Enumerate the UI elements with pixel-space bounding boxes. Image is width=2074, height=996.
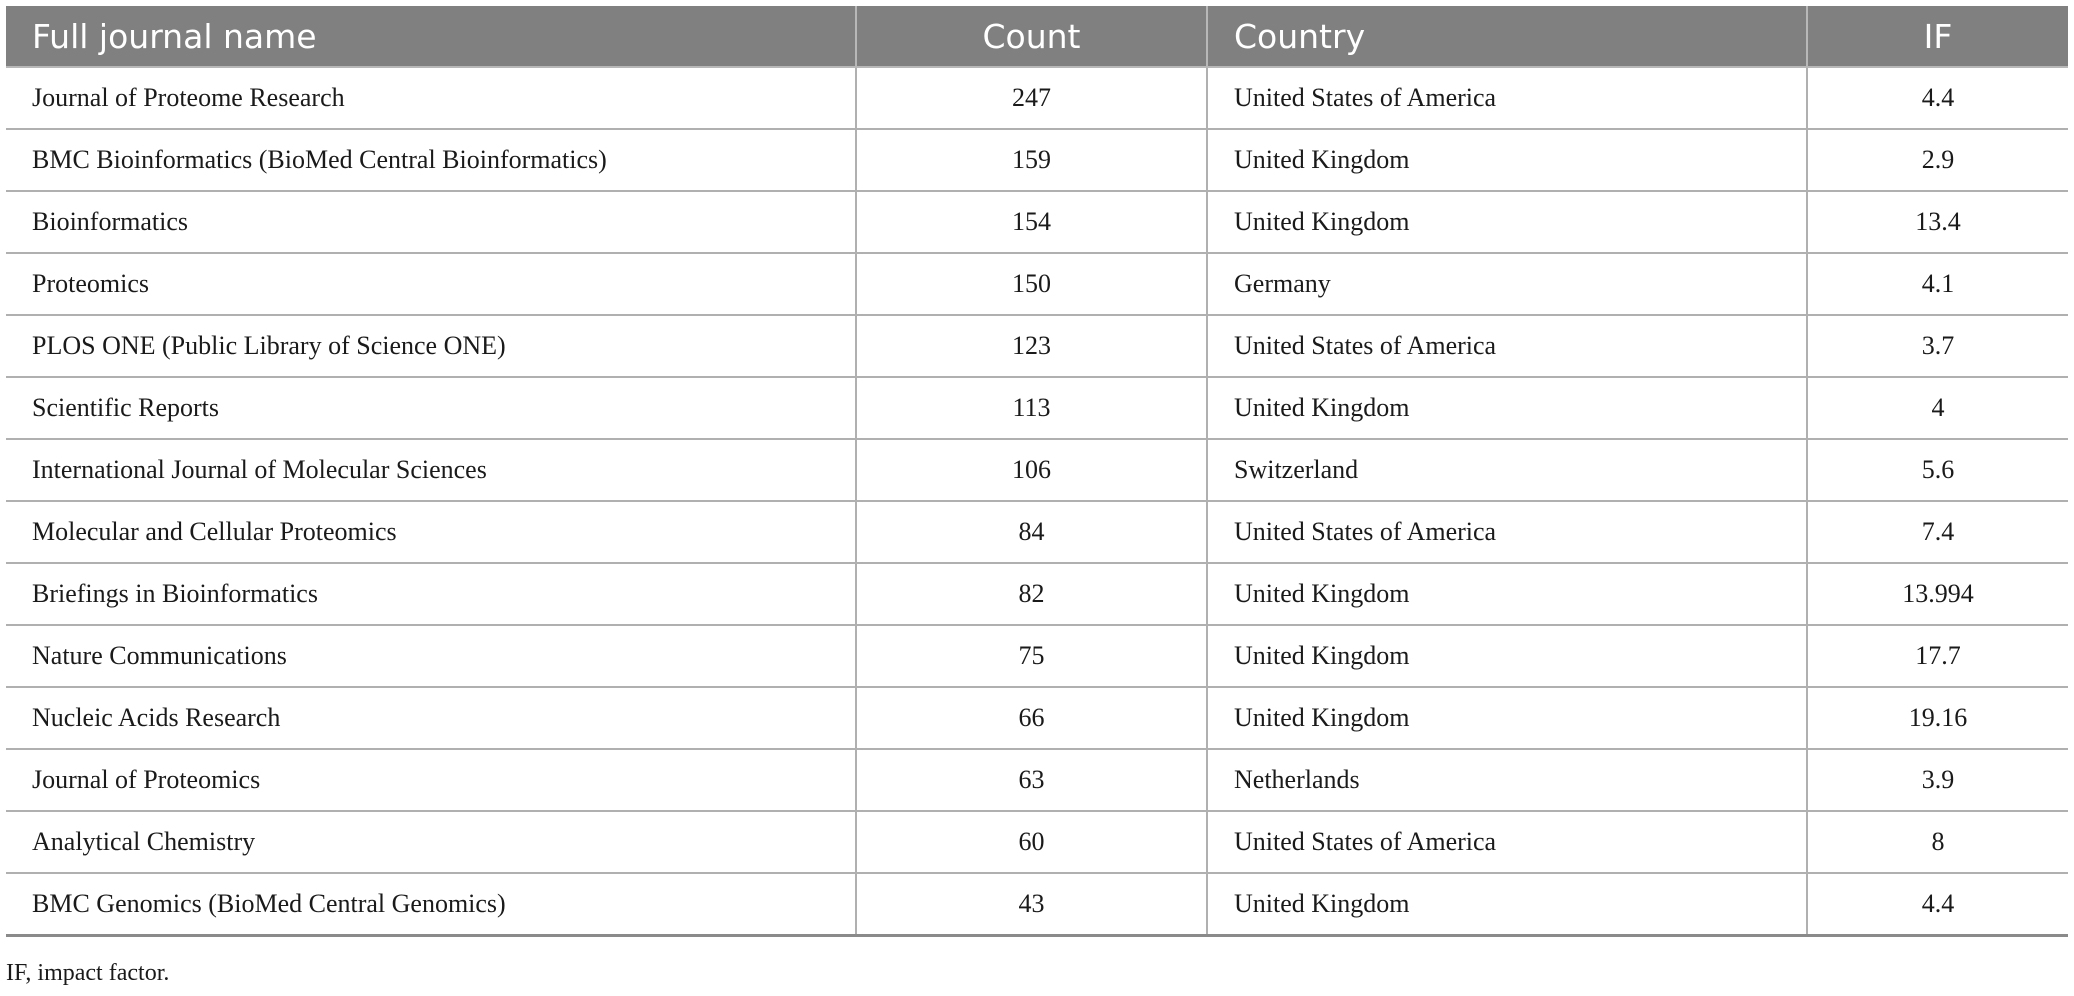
impact-factor-cell: 19.16: [1807, 687, 2068, 749]
journal-name-cell: Bioinformatics: [6, 191, 856, 253]
count-cell: 159: [856, 129, 1207, 191]
count-cell: 82: [856, 563, 1207, 625]
table-footnote: IF, impact factor.: [6, 960, 170, 986]
impact-factor-cell: 3.9: [1807, 749, 2068, 811]
count-cell: 154: [856, 191, 1207, 253]
country-cell: United Kingdom: [1207, 191, 1807, 253]
table-header: [6, 6, 2068, 67]
count-cell: 84: [856, 501, 1207, 563]
journal-name-cell: PLOS ONE (Public Library of Science ONE): [6, 315, 856, 377]
header-country: Country: [1207, 6, 1807, 67]
table-body: [6, 67, 2068, 936]
header-count: Count: [856, 6, 1207, 67]
country-cell: United States of America: [1207, 315, 1807, 377]
table-row: [6, 191, 2068, 253]
table-row: [6, 439, 2068, 501]
journal-name-cell: Journal of Proteome Research: [6, 67, 856, 129]
impact-factor-cell: 13.4: [1807, 191, 2068, 253]
country-cell: Switzerland: [1207, 439, 1807, 501]
impact-factor-cell: 17.7: [1807, 625, 2068, 687]
count-cell: 106: [856, 439, 1207, 501]
table-row: [6, 377, 2068, 439]
table-row: [6, 315, 2068, 377]
journal-table: [6, 6, 2068, 937]
journal-name-cell: BMC Bioinformatics (BioMed Central Bioinformatics): [6, 129, 856, 191]
journal-name-cell: International Journal of Molecular Sciences: [6, 439, 856, 501]
impact-factor-cell: 3.7: [1807, 315, 2068, 377]
impact-factor-cell: 4: [1807, 377, 2068, 439]
journal-name-cell: Analytical Chemistry: [6, 811, 856, 873]
impact-factor-cell: 2.9: [1807, 129, 2068, 191]
table-row: [6, 749, 2068, 811]
impact-factor-cell: 5.6: [1807, 439, 2068, 501]
count-cell: 247: [856, 67, 1207, 129]
country-cell: United Kingdom: [1207, 129, 1807, 191]
impact-factor-cell: 4.1: [1807, 253, 2068, 315]
country-cell: United Kingdom: [1207, 563, 1807, 625]
journal-name-cell: BMC Genomics (BioMed Central Genomics): [6, 873, 856, 936]
impact-factor-cell: 8: [1807, 811, 2068, 873]
country-cell: United Kingdom: [1207, 687, 1807, 749]
count-cell: 66: [856, 687, 1207, 749]
impact-factor-cell: 13.994: [1807, 563, 2068, 625]
count-cell: 123: [856, 315, 1207, 377]
journal-name-cell: Nature Communications: [6, 625, 856, 687]
journal-name-cell: Journal of Proteomics: [6, 749, 856, 811]
count-cell: 63: [856, 749, 1207, 811]
count-cell: 60: [856, 811, 1207, 873]
country-cell: United States of America: [1207, 811, 1807, 873]
count-cell: 43: [856, 873, 1207, 936]
header-impact-factor: IF: [1807, 6, 2068, 67]
table-row: [6, 501, 2068, 563]
country-cell: United Kingdom: [1207, 873, 1807, 936]
journal-name-cell: Proteomics: [6, 253, 856, 315]
table-row: [6, 563, 2068, 625]
impact-factor-cell: 4.4: [1807, 67, 2068, 129]
table-row: [6, 873, 2068, 936]
count-cell: 113: [856, 377, 1207, 439]
table-row: [6, 811, 2068, 873]
country-cell: United Kingdom: [1207, 625, 1807, 687]
impact-factor-cell: 7.4: [1807, 501, 2068, 563]
journal-name-cell: Briefings in Bioinformatics: [6, 563, 856, 625]
country-cell: United States of America: [1207, 501, 1807, 563]
table-row: [6, 625, 2068, 687]
count-cell: 75: [856, 625, 1207, 687]
impact-factor-cell: 4.4: [1921, 889, 1955, 918]
journal-name-cell: Molecular and Cellular Proteomics: [6, 501, 856, 563]
header-journal-name: Full journal name: [6, 6, 856, 67]
country-cell: United Kingdom: [1207, 377, 1807, 439]
country-cell: Netherlands: [1207, 749, 1807, 811]
journal-table-container: [6, 6, 2068, 937]
country-cell: United States of America: [1207, 67, 1807, 129]
journal-name-cell: Scientific Reports: [6, 377, 856, 439]
journal-name-cell: Nucleic Acids Research: [6, 687, 856, 749]
table-row: [6, 253, 2068, 315]
country-cell: Germany: [1207, 253, 1807, 315]
count-cell: 150: [856, 253, 1207, 315]
table-row: [6, 129, 2068, 191]
table-row: [6, 67, 2068, 129]
table-row: [6, 687, 2068, 749]
header-row: [6, 6, 2068, 67]
